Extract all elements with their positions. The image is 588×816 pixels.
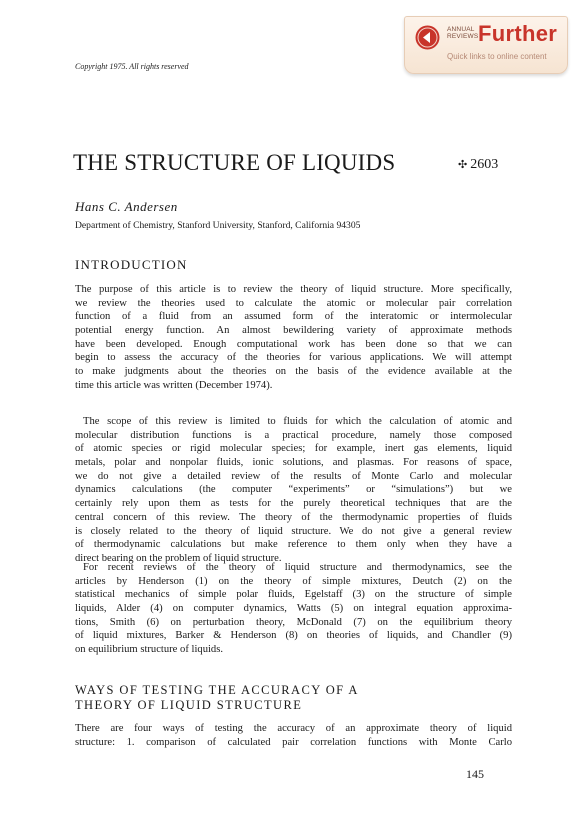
annual-reviews-logo-icon	[415, 25, 440, 50]
text-line: of liquid mixtures, Barker & Henderson (8) on theories of liquids, and Chandler (9)	[75, 630, 512, 642]
text-line: certainly rely upon them as tests for the purely theoretical techniques that are the	[75, 498, 512, 510]
badge-publisher-label: ANNUAL REVIEWS	[447, 26, 479, 40]
author-affiliation: Department of Chemistry, Stanford University, Stanford, California 94305	[75, 220, 361, 231]
heading-line: WAYS OF TESTING THE ACCURACY OF A	[75, 683, 359, 697]
badge-further-label: Further	[478, 21, 558, 46]
text-line: is closely related to the theory of liquid structure. We do not give a general review	[75, 525, 512, 537]
badge-subtitle: Quick links to online content	[447, 52, 547, 61]
text-line: direct bearing on the problem of liquid structure.	[75, 552, 282, 564]
text-line: we do not give a detailed review of the results of Monte Carlo and molecular	[75, 470, 512, 482]
text-line: The scope of this review is limited to fluids for which the calculation of atomic and	[83, 416, 512, 427]
text-line: tions, Smith (6) on perturbation theory, McDonald (7) on the equilibrium theory	[75, 616, 512, 628]
paragraph-2	[75, 415, 512, 566]
section-heading-ways-of-testing	[75, 683, 359, 713]
paragraph-3	[75, 561, 512, 657]
text-line: time this article was written (December 1974).	[75, 379, 273, 391]
paragraph-1	[75, 283, 512, 393]
text-line: of atomic species or rigid molecular species; for example, inert gas elements, liquid	[75, 443, 512, 455]
text-line: have been developed. Enough computational work has been done so that we can	[75, 338, 512, 350]
text-line: metals, polar and nonpolar fluids, ionic solutions, and plasmas. For reasons of space,	[75, 457, 512, 469]
text-line: articles by Henderson (1) on the theory of simple mixtures, Deutch (2) on the	[75, 575, 512, 587]
page-number: 145	[466, 767, 484, 781]
text-line: dynamics calculations (the computer “experiments” or “simulations”) but we	[75, 484, 512, 496]
article-number	[458, 157, 498, 173]
text-line: begin to assess the accuracy of the theories for various applications. We will attempt	[75, 352, 512, 364]
section-heading-introduction: INTRODUCTION	[75, 257, 188, 272]
text-line: statistical mechanics of simple polar fluids, Egelstaff (3) on the structure of simple	[75, 589, 512, 601]
text-line: The purpose of this article is to review the theory of liquid structure. More specifically,	[75, 284, 512, 295]
text-line: of thermodynamic calculations but make reference to them only when they have a	[75, 539, 512, 551]
text-line: potential energy function. An almost bewildering variety of approximate methods	[75, 325, 512, 337]
article-number-value: 2603	[470, 157, 499, 172]
text-line: function of a fluid from an assumed form of the interatomic or intermolecular	[75, 311, 512, 323]
text-line: molecular distribution functions is a practical procedure, namely those composed	[75, 429, 512, 441]
article-title: THE STRUCTURE OF LIQUIDS	[73, 150, 396, 175]
text-line: on equilibrium structure of liquids.	[75, 644, 223, 656]
text-line: There are four ways of testing the accuracy of an approximate theory of liquid	[75, 723, 512, 734]
copyright-notice: Copyright 1975. All rights reserved	[75, 62, 189, 71]
text-line: liquids, Alder (4) on computer dynamics, Watts (5) on integral equation approxima-	[75, 603, 512, 615]
author-name: Hans C. Andersen	[75, 199, 178, 214]
article-symbol-icon: ✣	[458, 159, 468, 171]
heading-line: THEORY OF LIQUID STRUCTURE	[75, 698, 303, 712]
text-line: we review the theories used to calculate the atomic or molecular pair correlation	[75, 297, 512, 309]
text-line: to make judgments about the theories on the basis of the evidence available at the	[75, 366, 512, 378]
text-line: structure: 1. comparison of calculated pair correlation functions with Monte Carlo	[75, 736, 512, 748]
annual-reviews-further-badge[interactable]	[404, 16, 568, 74]
text-line: central concern of this review. The theory of the thermodynamic properties of fluids	[75, 511, 512, 523]
text-line: For recent reviews of the theory of liquid structure and thermodynamics, see the	[83, 562, 512, 573]
paragraph-4	[75, 722, 512, 749]
